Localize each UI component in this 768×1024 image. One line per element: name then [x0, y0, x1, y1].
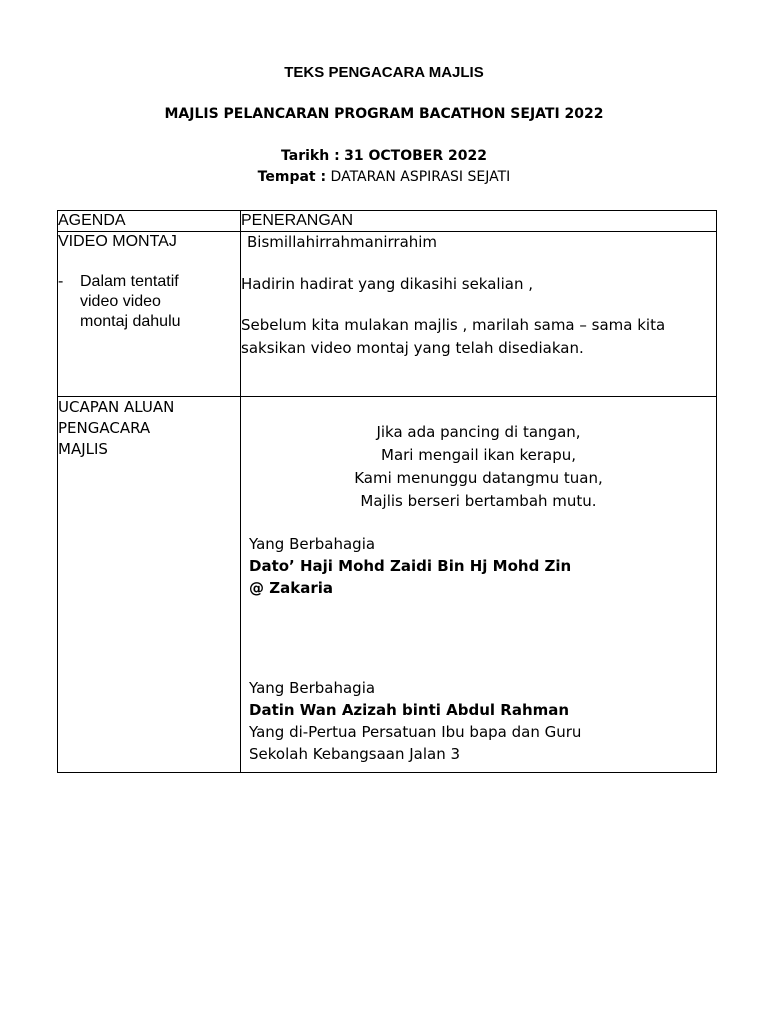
guest-name: Datin Wan Azizah binti Abdul Rahman	[249, 701, 570, 719]
table-row	[58, 397, 717, 773]
date-label: Tarikh :	[281, 148, 340, 164]
description-cell	[241, 232, 717, 397]
document-title: TEKS PENGACARA MAJLIS	[284, 64, 484, 81]
guest-block	[241, 677, 716, 765]
header-agenda: AGENDA	[58, 211, 241, 232]
pantun-line: Majlis berseri bertambah mutu.	[360, 492, 597, 510]
description-cell	[241, 397, 717, 773]
agenda-ucapan-line3: MAJLIS	[58, 440, 108, 458]
agenda-note-text: Dalam tentatif video video montaj dahulu	[80, 273, 181, 330]
guest-name-alias: @ Zakaria	[249, 579, 333, 597]
place-label: Tempat :	[257, 169, 327, 185]
opening-line: Bismillahirrahmanirrahim	[247, 233, 438, 251]
guest-organization: Sekolah Kebangsaan Jalan 3	[249, 745, 461, 763]
table-row	[58, 232, 717, 397]
date-value: 31 OCTOBER 2022	[344, 148, 487, 164]
guest-block	[241, 533, 716, 599]
pantun-line: Kami menunggu datangmu tuan,	[354, 469, 603, 487]
document-subtitle: MAJLIS PELANCARAN PROGRAM BACATHON SEJATI 2022	[164, 106, 604, 122]
agenda-table	[57, 210, 717, 773]
event-date	[0, 148, 768, 164]
agenda-video-montaj: VIDEO MONTAJ	[58, 233, 177, 250]
agenda-ucapan-line1: UCAPAN ALUAN	[58, 398, 175, 416]
event-place	[0, 169, 768, 185]
pantun-line: Mari mengail ikan kerapu,	[381, 446, 576, 464]
greeting-line: Hadirin hadirat yang dikasihi sekalian ,	[241, 275, 533, 293]
header-penerangan: PENERANGAN	[241, 211, 717, 232]
guest-name: Dato’ Haji Mohd Zaidi Bin Hj Mohd Zin	[249, 557, 572, 575]
pantun-line: Jika ada pancing di tangan,	[376, 423, 581, 441]
video-intro-line: Sebelum kita mulakan majlis , marilah sama – sama kita saksikan video montaj yang telah disediakan.	[241, 316, 666, 357]
table-header-row	[58, 211, 717, 232]
bullet-dash: -	[58, 273, 64, 290]
guest-honorific: Yang Berbahagia	[249, 679, 376, 697]
agenda-note	[58, 272, 240, 332]
guest-role: Yang di-Pertua Persatuan Ibu bapa dan Guru	[249, 723, 582, 741]
pantun-verse	[241, 421, 716, 513]
agenda-ucapan-line2: PENGACARA	[58, 419, 151, 437]
agenda-cell	[58, 232, 241, 397]
guest-honorific: Yang Berbahagia	[249, 535, 376, 553]
agenda-cell	[58, 397, 241, 773]
place-value: DATARAN ASPIRASI SEJATI	[330, 169, 511, 185]
